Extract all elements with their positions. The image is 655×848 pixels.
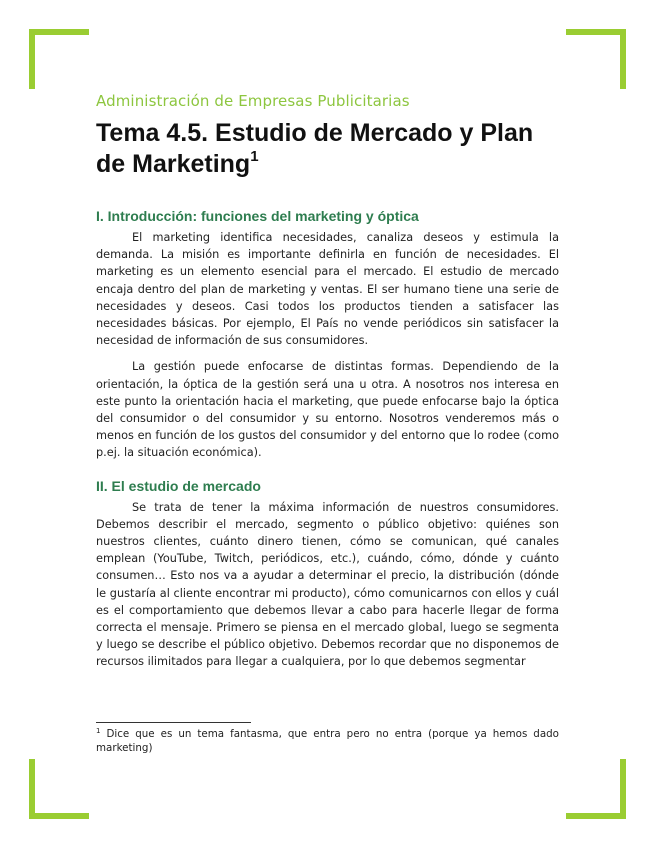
page-title: [96, 118, 559, 180]
section-heading-estudio-mercado: II. El estudio de mercado: [96, 477, 261, 494]
footnote: [96, 728, 559, 755]
corner-bracket-top-right: [566, 29, 626, 89]
paragraph-estudio-1: Se trata de tener la máxima información de nuestros consumidores. Debemos describir el mercado, segmento o público objetivo: quiénes son nuestros clientes, cuánto dinero tienen, cómo se comunican, qué canales emplean (YouTube, Twitch, periódicos, etc.), cuándo, cómo, dónde y cuánto consumen… Esto nos va a ayudar a determinar el precio, la distribución (dónde le gustaría al cliente encontrar mi producto), cómo comunicarnos con ellos y cuál es el comportamiento que debemos llevar a cabo para hacerle llegar de forma correcta el mensaje. Primero se piensa en el mercado global, luego se segmenta y luego se describe el público objetivo. Debemos recordar que no disponemos de recursos ilimitados para llegar a cualquiera, por lo que debemos segmentar: [96, 500, 559, 669]
title-footnote-mark: 1: [250, 148, 259, 165]
corner-bracket-top-left: [29, 29, 89, 89]
footnote-divider: [96, 722, 251, 723]
course-subject: Administración de Empresas Publicitarias: [96, 92, 410, 110]
corner-bracket-bottom-right: [566, 759, 626, 819]
page-content: [96, 92, 559, 671]
paragraph-intro-1: El marketing identifica necesidades, canaliza deseos y estimula la demanda. La misión es importante definirla en función de necesidades. El marketing es un elemento esencial para el mercado. El estudio de mercado encaja dentro del plan de marketing y ventas. El ser humano tiene una serie de necesidades y deseos. Casi todos los productos tienden a satisfacer las necesidades básicas. Por ejemplo, El País no vende periódicos sin satisfacer la necesidad de información de sus consumidores.: [96, 231, 559, 348]
section-heading-introduccion: I. Introducción: funciones del marketing y óptica: [96, 208, 419, 224]
footnote-mark: 1: [96, 727, 101, 735]
footnote-text: Dice que es un tema fantasma, que entra pero no entra (porque ya hemos dado marketing): [96, 728, 559, 754]
corner-bracket-bottom-left: [29, 759, 89, 819]
paragraph-intro-2: La gestión puede enfocarse de distintas formas. Dependiendo de la orientación, la óptica de la gestión será una u otra. A nosotros nos interesa en este punto la orientación hacia el marketing, que puede enfocarse bajo la óptica del consumidor o del consumidor y su entorno. Nosotros venderemos más o menos en función de los gustos del consumidor y del entorno que lo rodee (como p.ej. la situación económica).: [96, 360, 559, 460]
title-text: Tema 4.5. Estudio de Mercado y Plan de Marketing: [96, 119, 534, 178]
